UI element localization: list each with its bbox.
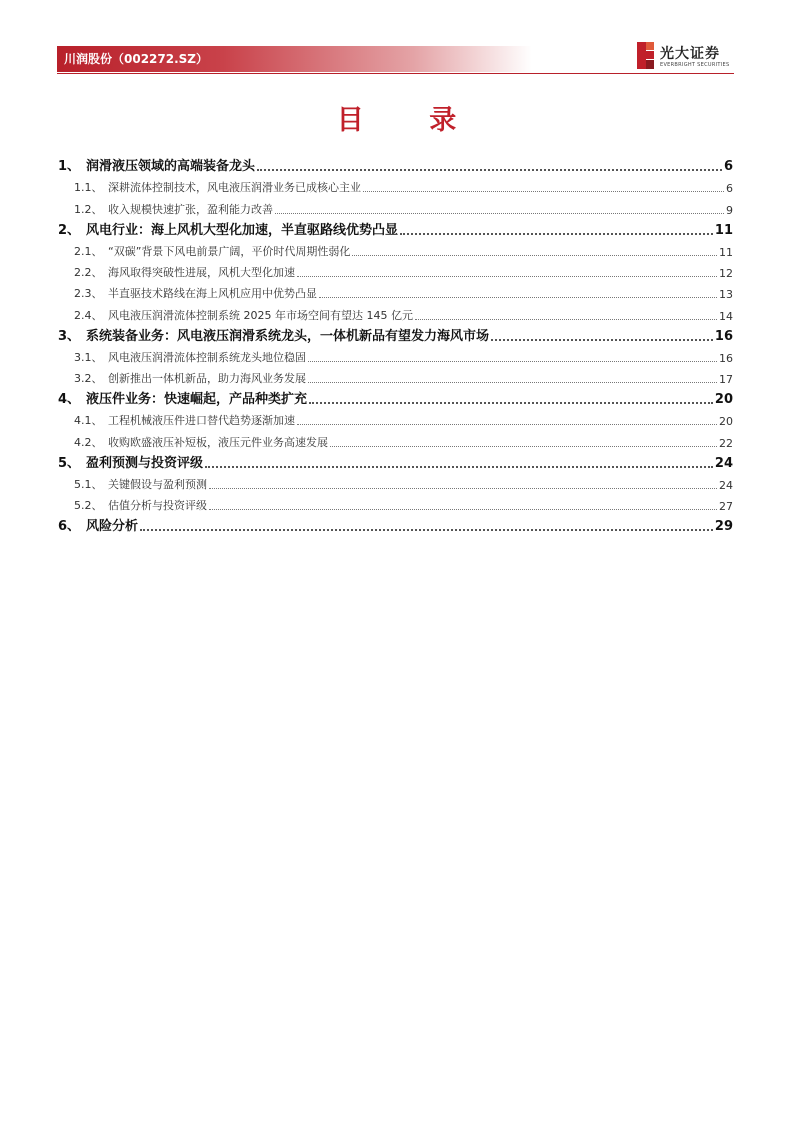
- toc-page-number: 6: [723, 159, 733, 175]
- toc-page-number: 11: [719, 245, 733, 259]
- toc-entry-text: 润滑液压领域的高端装备龙头: [86, 159, 256, 175]
- toc-entry[interactable]: 1、 润滑液压领域的高端装备龙头 6: [58, 153, 733, 174]
- toc-entry-text: “双碳”背景下风电前景广阔，平价时代周期性弱化: [108, 244, 351, 258]
- toc-entry-text: 系统装备业务：风电液压润滑系统龙头，一体机新品有望发力海风市场: [86, 328, 490, 344]
- header-divider: [57, 73, 734, 74]
- table-of-contents: [58, 153, 733, 534]
- toc-leader: [309, 402, 713, 404]
- toc-title: 目 录: [336, 105, 485, 136]
- toc-entry[interactable]: 2.3、 半直驱技术路线在海上风机应用中优势凸显 13: [74, 287, 733, 302]
- toc-leader: [400, 233, 713, 235]
- toc-leader: [209, 488, 717, 489]
- toc-page-number: 14: [719, 309, 733, 323]
- everbright-logo-icon: [636, 41, 656, 71]
- toc-leader: [297, 276, 717, 277]
- toc-leader: [209, 509, 717, 510]
- toc-entry-text: 创新推出一体机新品，助力海风业务发展: [108, 372, 306, 386]
- toc-page-number: 16: [714, 328, 733, 344]
- toc-page-number: 24: [714, 455, 733, 471]
- toc-entry[interactable]: 4.2、 收购欧盛液压补短板，液压元件业务高速发展 22: [74, 435, 733, 450]
- toc-entry[interactable]: 5.2、 估值分析与投资评级 27: [74, 499, 733, 514]
- toc-entry[interactable]: 5、 盈利预测与投资评级 24: [58, 450, 733, 471]
- header-company-title: 川润股份（002272.SZ）: [64, 52, 209, 66]
- toc-page-number: 17: [719, 373, 733, 387]
- brand-logo: [636, 41, 736, 73]
- toc-entry-text: 海风取得突破性进展，风机大型化加速: [108, 266, 295, 280]
- toc-page-number: 20: [719, 415, 733, 429]
- toc-page-number: 11: [714, 222, 733, 238]
- toc-page-number: 12: [719, 267, 733, 281]
- toc-page-number: 24: [719, 479, 733, 492]
- toc-entry[interactable]: 1.2、 收入规模快速扩张，盈利能力改善 9: [74, 202, 733, 217]
- toc-page-number: 9: [726, 203, 733, 217]
- toc-page-number: 29: [714, 519, 733, 535]
- toc-page-number: 16: [719, 351, 733, 365]
- toc-entry[interactable]: 5.1、 关键假设与盈利预测 24: [74, 478, 733, 492]
- toc-page-number: 22: [719, 436, 733, 450]
- toc-entry[interactable]: 2、 风电行业：海上风机大型化加速，半直驱路线优势凸显 11: [58, 217, 733, 238]
- toc-entry-text: 深耕流体控制技术，风电液压润滑业务已成核心主业: [108, 181, 361, 195]
- toc-leader: [275, 213, 724, 214]
- toc-page-number: 6: [726, 182, 733, 196]
- toc-leader: [319, 297, 717, 298]
- toc-page-number: 20: [714, 392, 733, 408]
- toc-entry-text: 盈利预测与投资评级: [86, 455, 204, 471]
- toc-entry[interactable]: 1.1、 深耕流体控制技术，风电液压润滑业务已成核心主业 6: [74, 181, 733, 196]
- toc-entry[interactable]: 2.1、 “双碳”背景下风电前景广阔，平价时代周期性弱化 11: [74, 244, 733, 259]
- toc-entry-text: 估值分析与投资评级: [108, 499, 207, 513]
- toc-entry-text: 风险分析: [86, 519, 139, 535]
- toc-page-number: 13: [719, 288, 733, 302]
- toc-leader: [308, 361, 717, 362]
- logo-name-en: EVERBRIGHT SECURITIES: [660, 62, 730, 68]
- toc-entry[interactable]: 2.4、 风电液压润滑流体控制系统 2025 年市场空间有望达 145 亿元 14: [74, 308, 733, 323]
- logo-name-cn: 光大证券: [660, 46, 720, 62]
- toc-leader: [415, 319, 717, 320]
- toc-entry-text: 关键假设与盈利预测: [108, 478, 207, 491]
- toc-entry-text: 风电行业：海上风机大型化加速，半直驱路线优势凸显: [86, 222, 399, 238]
- toc-entry-text: 风电液压润滑流体控制系统龙头地位稳固: [108, 350, 306, 364]
- toc-entry-text: 收入规模快速扩张，盈利能力改善: [108, 202, 273, 216]
- toc-page-number: 27: [719, 500, 733, 514]
- toc-leader: [352, 255, 717, 256]
- toc-leader: [363, 191, 724, 192]
- toc-entry-text: 风电液压润滑流体控制系统 2025 年市场空间有望达 145 亿元: [108, 308, 413, 322]
- toc-leader: [140, 529, 713, 531]
- toc-entry-text: 收购欧盛液压补短板，液压元件业务高速发展: [108, 435, 328, 449]
- toc-leader: [205, 466, 713, 468]
- toc-leader: [330, 446, 717, 447]
- toc-entry[interactable]: 3、 系统装备业务：风电液压润滑系统龙头，一体机新品有望发力海风市场 16: [58, 323, 733, 344]
- toc-entry[interactable]: 6、 风险分析 29: [58, 513, 733, 534]
- toc-leader: [491, 339, 713, 341]
- toc-leader: [297, 424, 717, 425]
- toc-leader: [257, 169, 722, 171]
- toc-entry[interactable]: 4.1、 工程机械液压件进口替代趋势逐渐加速 20: [74, 414, 733, 429]
- toc-entry[interactable]: 3.2、 创新推出一体机新品，助力海风业务发展 17: [74, 372, 733, 387]
- toc-entry[interactable]: 4、 液压件业务：快速崛起，产品种类扩充 20: [58, 386, 733, 407]
- toc-leader: [308, 382, 717, 383]
- toc-entry[interactable]: 2.2、 海风取得突破性进展，风机大型化加速 12: [74, 266, 733, 281]
- toc-entry-text: 半直驱技术路线在海上风机应用中优势凸显: [108, 287, 317, 301]
- toc-entry[interactable]: 3.1、 风电液压润滑流体控制系统龙头地位稳固 16: [74, 350, 733, 365]
- toc-entry-text: 工程机械液压件进口替代趋势逐渐加速: [108, 414, 295, 428]
- toc-entry-text: 液压件业务：快速崛起，产品种类扩充: [86, 392, 308, 408]
